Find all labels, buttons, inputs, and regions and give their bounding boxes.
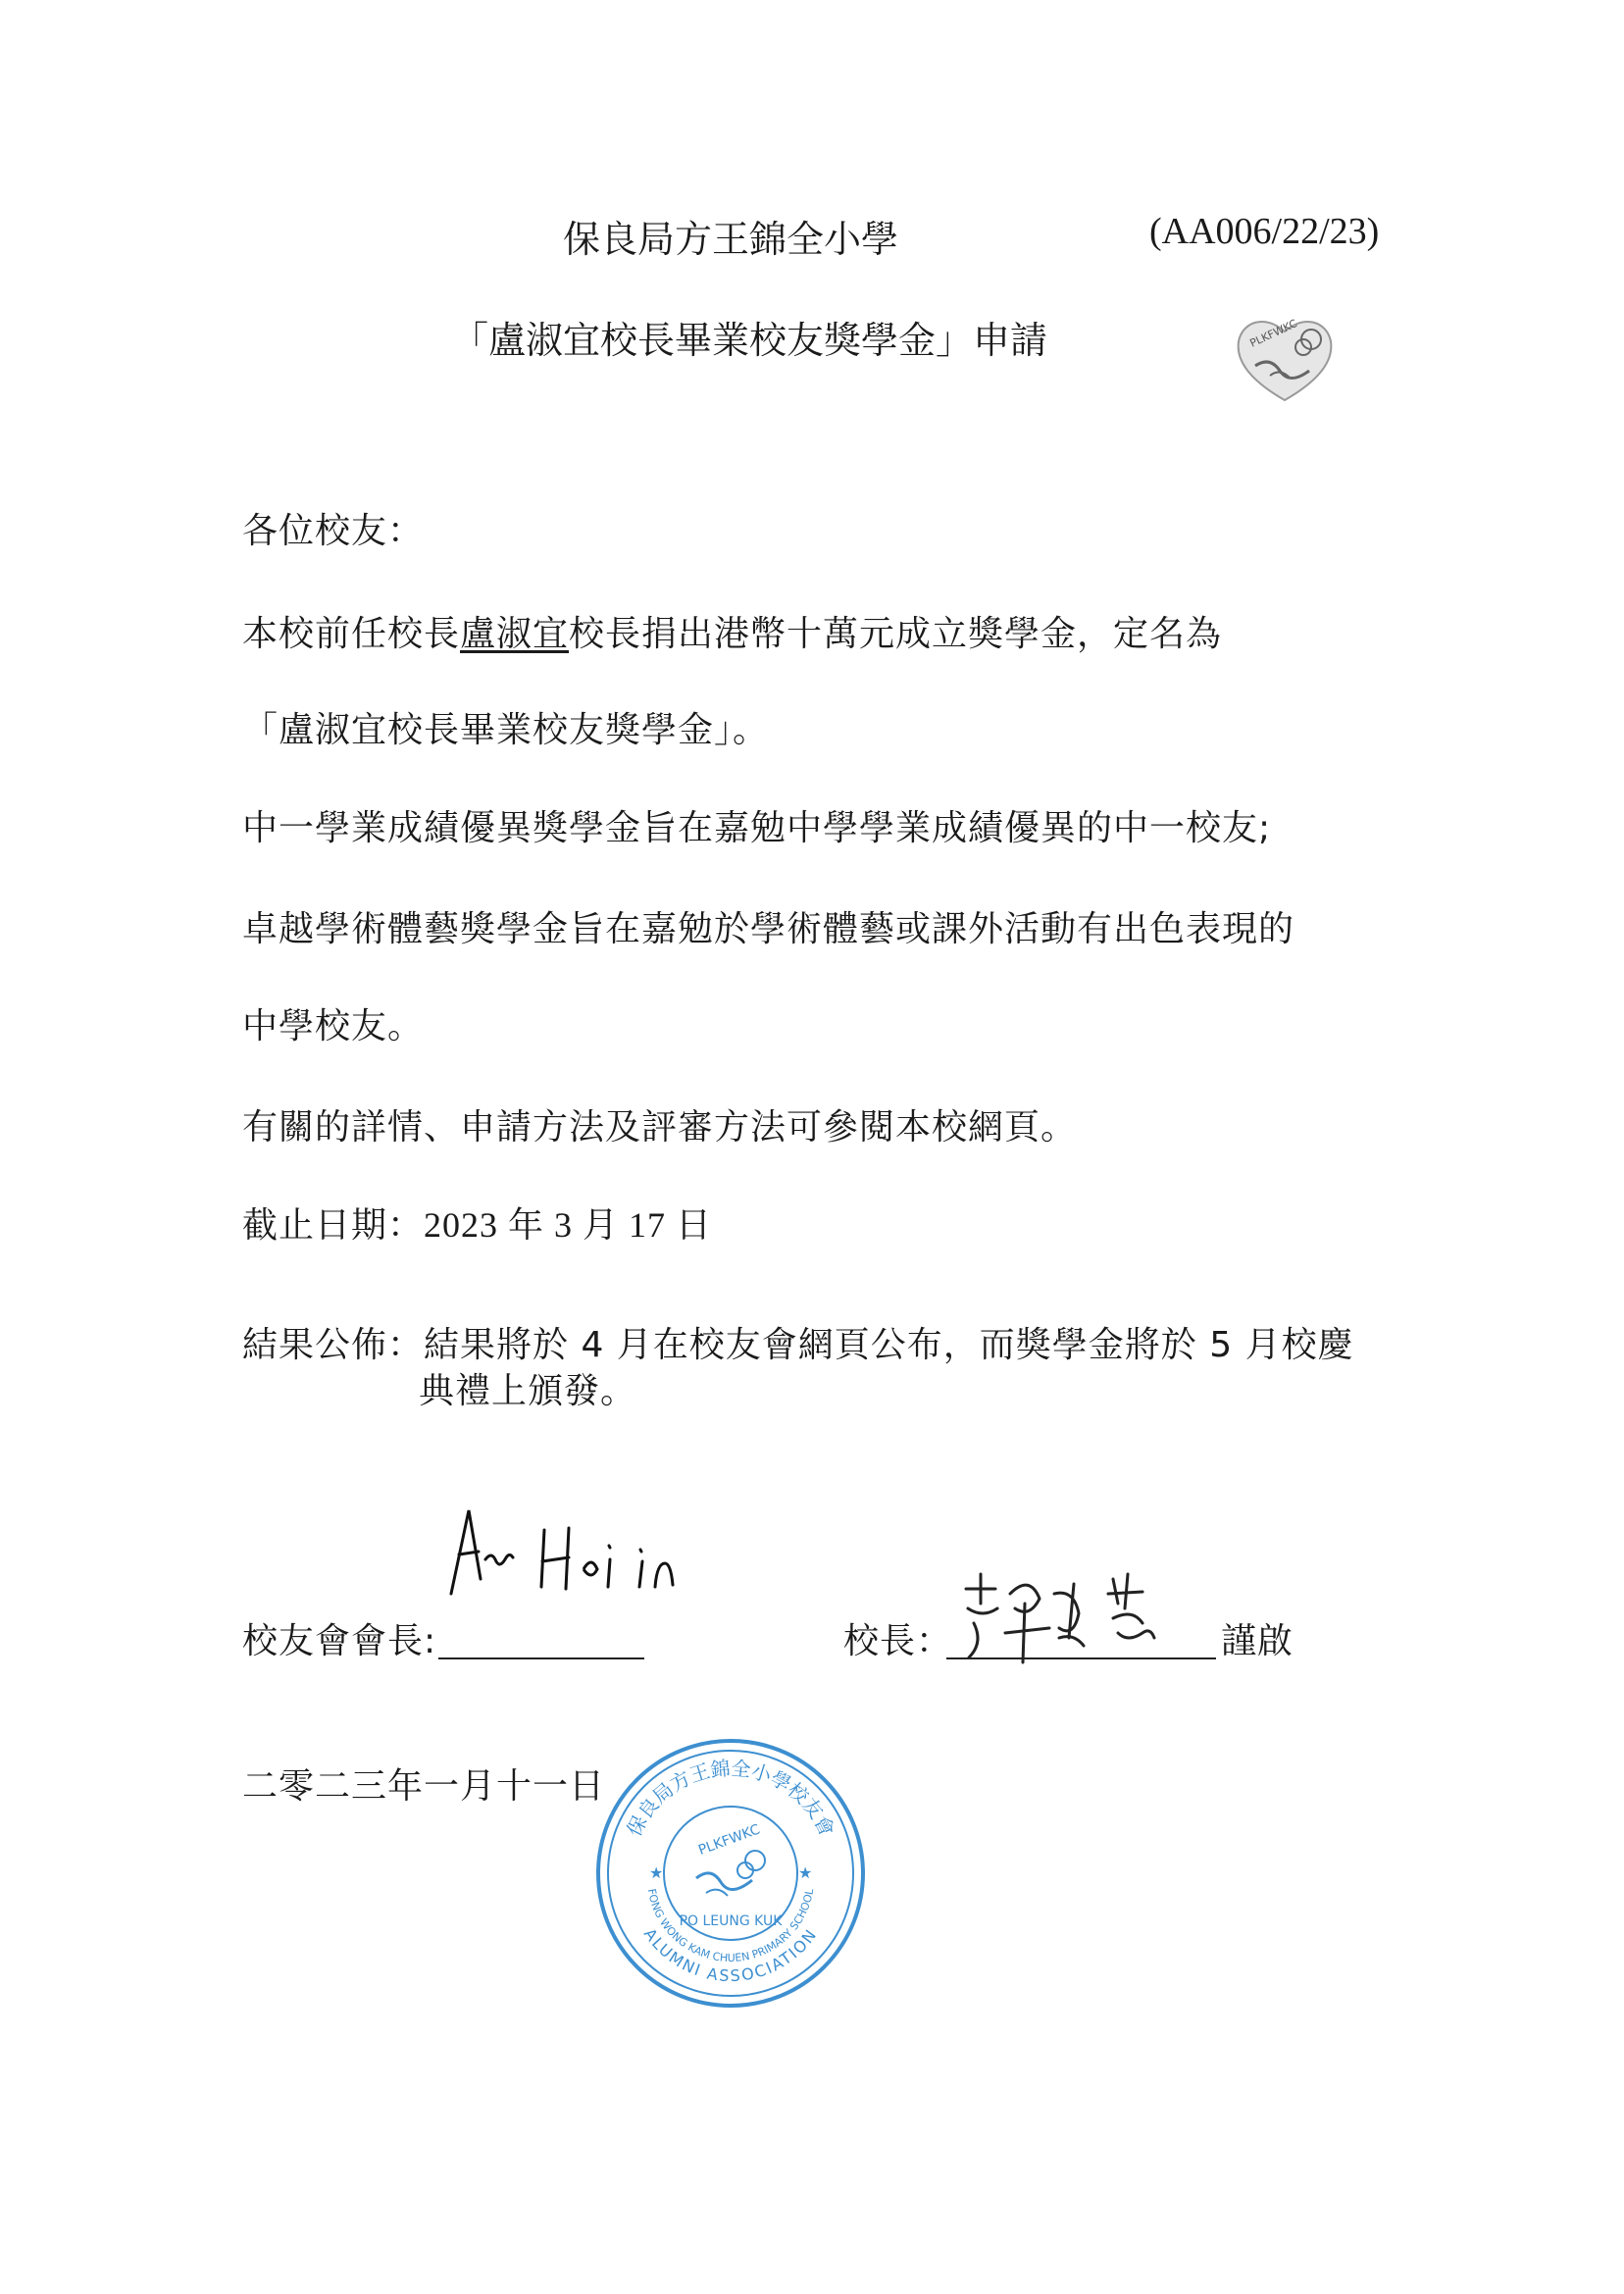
school-name: 保良局方王錦全小學 [563,218,899,261]
svg-text:★: ★ [798,1863,813,1882]
president-signature-line [438,1657,644,1659]
svg-text:PLKFWKC: PLKFWKC [1247,317,1299,350]
letter-date: 二零二三年一月十一日 [242,1766,606,1807]
paragraph-3: 中一學業成績優異獎學金旨在嘉勉中學學業成績優異的中一校友; [242,808,1272,848]
alumni-logo-icon [1231,302,1339,410]
result-label: 結果公佈： [242,1325,425,1365]
paragraph-5: 有關的詳情、申請方法及評審方法可參閱本校網頁。 [242,1107,1078,1147]
result-line-1: 結果將於 4 月在校友會網頁公布，而獎學金將於 5 月校慶 [424,1325,1354,1365]
salutation: 各位校友： [242,511,425,551]
svg-text:FONG WONG KAM CHUEN PRIMARY SC: FONG WONG KAM CHUEN PRIMARY SCHOOL [644,1887,817,1965]
svg-text:ALUMNI ASSOCIATION: ALUMNI ASSOCIATION [639,1924,822,1986]
paragraph-4-line-1: 卓越學術體藝獎學金旨在嘉勉於學術體藝或課外活動有出色表現的 [242,909,1295,949]
closing-remark: 謹啟 [1221,1621,1294,1661]
svg-text:保良局方王錦全小學校友會: 保良局方王錦全小學校友會 [622,1756,839,1841]
svg-text:PO LEUNG KUK: PO LEUNG KUK [679,1913,783,1929]
result-line-2: 典禮上頒發。 [419,1371,637,1411]
principal-signature-icon [956,1564,1192,1672]
alumni-association-seal-icon [588,1731,873,2015]
reference-number: (AA006/22/23) [1149,211,1380,252]
principal-label: 校長： [843,1621,953,1661]
deadline-date: 2023 年 3 月 17 日 [424,1205,713,1245]
paragraph-4-line-2: 中學校友。 [242,1006,425,1046]
deadline [242,1203,712,1248]
svg-text:PLKFWKC: PLKFWKC [696,1821,763,1859]
paragraph-1-before: 本校前任校長 [242,614,461,654]
paragraph-1-after: 校長捐出港幣十萬元成立獎學金，定名為 [569,614,1223,654]
result-announcement [242,1324,1354,1367]
president-signature-icon [431,1501,706,1608]
paragraph-2: 「盧淑宜校長畢業校友獎學金」。 [242,710,770,750]
president-label: 校友會會長: [242,1621,437,1661]
principal-name: 盧淑宜 [460,614,570,654]
deadline-label: 截止日期： [242,1205,425,1246]
svg-text:★: ★ [649,1863,664,1882]
document-title: 「盧淑宜校長畢業校友獎學金」申請 [451,319,1048,362]
paragraph-1 [242,613,1222,656]
